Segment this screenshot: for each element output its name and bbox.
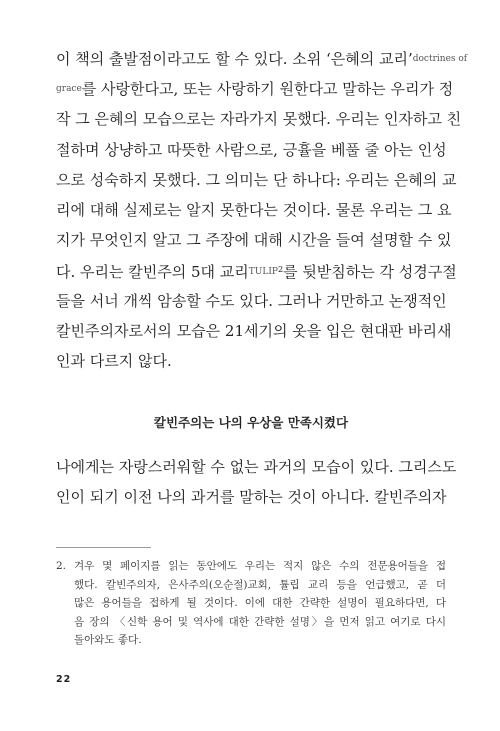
text-run: 를 뒷받침하는 각 성경구절 bbox=[283, 263, 457, 282]
body-paragraph bbox=[56, 44, 468, 376]
body-line bbox=[56, 74, 454, 104]
text-run: 를 사랑한다고, 또는 사랑하기 원한다고 말하는 우리가 정 bbox=[81, 80, 454, 99]
footnote-line: 많은 용어들을 접하게 될 것이다. 이에 대한 간략한 설명이 필요하다면, 다 bbox=[74, 597, 446, 610]
body-line: 칼빈주의자로서의 모습은 21세기의 옷을 입은 현대판 바리새 bbox=[56, 321, 452, 340]
footnote-line: 겨우 몇 페이지를 읽는 동안에도 우리는 적지 않은 수의 전문용어들을 접 bbox=[74, 560, 446, 572]
footnote-line: 돌아와도 좋다. bbox=[74, 634, 142, 647]
body-line: 지가 무엇인지 알고 그 주장에 대해 시간을 들여 설명할 수 있 bbox=[56, 231, 452, 250]
body-line: 나에게는 자랑스러워할 수 없는 과거의 모습이 있다. 그리스도 bbox=[56, 458, 457, 476]
footnote bbox=[56, 557, 446, 650]
footnote-line: 했다. 칼빈주의자, 은사주의(오순절)교회, 튤립 교리 등을 언급했고, 곧 더 bbox=[74, 578, 446, 591]
body-line: 작 그 은혜의 모습으로는 자라가지 못했다. 우리는 인자하고 친 bbox=[56, 110, 462, 129]
page-number: 22 bbox=[56, 674, 72, 685]
footnote-number: 2. bbox=[56, 560, 67, 572]
body-line bbox=[56, 255, 457, 285]
latin-term: TULIP bbox=[248, 267, 278, 278]
footnote-line: 음 장의 〈신학 용어 및 역사에 대한 간략한 설명〉을 먼저 읽고 여기로 다시 bbox=[74, 615, 446, 628]
body-line: 인과 다르지 않다. bbox=[56, 351, 172, 370]
text-run: 이 책의 출발점이라고도 할 수 있다. 소위 ‘은혜의 교리’ bbox=[56, 50, 413, 68]
footnote-divider bbox=[56, 547, 151, 548]
latin-term: grace bbox=[56, 84, 82, 95]
footnote-ref[interactable]: 2 bbox=[277, 265, 284, 275]
body-line: 인이 되기 이전 나의 과거를 말하는 것이 아니다. 칼빈주의자 bbox=[56, 488, 447, 507]
body-line: 절하며 상냥하고 따뜻한 사람으로, 긍휼을 베풀 줄 아는 인성 bbox=[56, 140, 447, 159]
section-heading: 칼빈주의는 나의 우상을 만족시켰다 bbox=[153, 415, 349, 430]
latin-term: doctrines of bbox=[412, 54, 468, 64]
body-paragraph-2 bbox=[56, 452, 457, 512]
body-line: 리에 대해 실제로는 알지 못한다는 것이다. 물론 우리는 그 요 bbox=[56, 200, 452, 219]
body-line: 들을 서너 개씩 암송할 수도 있다. 그러나 거만하고 논쟁적인 bbox=[56, 291, 447, 310]
text-run: 다. 우리는 칼빈주의 5대 교리 bbox=[56, 263, 249, 282]
body-line bbox=[56, 44, 468, 74]
body-line: 으로 성숙하지 못했다. 그 의미는 단 하나다: 우리는 은혜의 교 bbox=[56, 170, 457, 189]
